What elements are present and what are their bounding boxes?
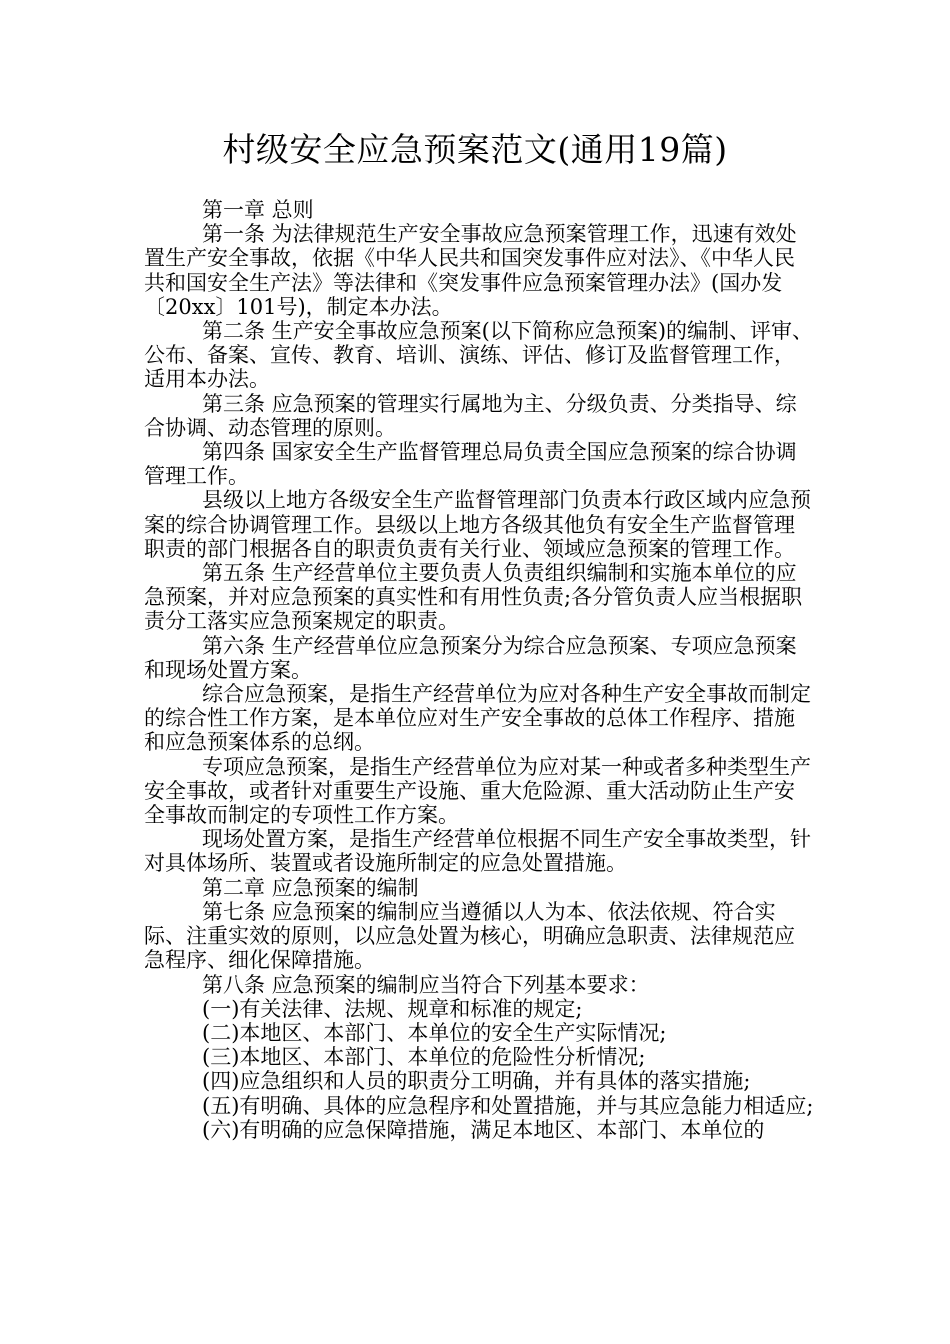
- list-item: (三)本地区、本部门、本单位的危险性分析情况;: [202, 1045, 646, 1070]
- paragraph: 第四条 国家安全生产监督管理总局负责全国应急预案的综合协调管理工作。: [144, 440, 797, 489]
- paragraph: 第五条 生产经营单位主要负责人负责组织编制和实施本单位的应急预案，并对应急预案的真实性和有用性负责;各分管负责人应当根据职责分工落实应急预案规定的职责。: [144, 561, 803, 634]
- list-item: (四)应急组织和人员的职责分工明确，并有具体的落实措施;: [202, 1069, 751, 1094]
- list-item: (五)有明确、具体的应急程序和处置措施，并与其应急能力相适应;: [202, 1093, 814, 1118]
- paragraph: 县级以上地方各级安全生产监督管理部门负责本行政区域内应急预案的综合协调管理工作。县级以上地方各级其他负有安全生产监督管理职责的部门根据各自的职责负责有关行业、领域应急预案的管理工作。: [144, 488, 811, 561]
- list-item: (一)有关法律、法规、规章和标准的规定;: [202, 996, 583, 1021]
- paragraph: 第六条 生产经营单位应急预案分为综合应急预案、专项应急预案和现场处置方案。: [144, 633, 797, 682]
- document-body: [144, 198, 814, 1142]
- document-title: 村级安全应急预案范文(通用19篇): [222, 130, 728, 169]
- list-item: (二)本地区、本部门、本单位的安全生产实际情况;: [202, 1020, 667, 1045]
- paragraph: 综合应急预案，是指生产经营单位为应对各种生产安全事故而制定的综合性工作方案，是本单位应对生产安全事故的总体工作程序、措施和应急预案体系的总纲。: [144, 682, 811, 755]
- paragraph: 第三条 应急预案的管理实行属地为主、分级负责、分类指导、综合协调、动态管理的原则。: [144, 391, 797, 440]
- paragraph: 第二条 生产安全事故应急预案(以下简称应急预案)的编制、评审、公布、备案、宣传、教育、培训、演练、评估、修订及监督管理工作，适用本办法。: [144, 319, 814, 392]
- paragraph: 专项应急预案，是指生产经营单位为应对某一种或者多种类型生产安全事故，或者针对重要生产设施、重大危险源、重大活动防止生产安全事故而制定的专项性工作方案。: [144, 754, 811, 828]
- chapter-heading: 第一章 总则: [202, 198, 314, 222]
- paragraph: 第七条 应急预案的编制应当遵循以人为本、依法依规、符合实际、注重实效的原则，以应急处置为核心，明确应急职责、法律规范应急程序、细化保障措施。: [144, 899, 795, 973]
- paragraph: 现场处置方案，是指生产经营单位根据不同生产安全事故类型，针对具体场所、装置或者设施所制定的应急处置措施。: [144, 827, 811, 876]
- list-item: (六)有明确的应急保障措施，满足本地区、本部门、本单位的: [202, 1117, 765, 1142]
- paragraph: 第八条 应急预案的编制应当符合下列基本要求：: [202, 972, 650, 997]
- chapter-heading: 第二章 应急预案的编制: [202, 875, 419, 900]
- paragraph: 第一条 为法律规范生产安全事故应急预案管理工作，迅速有效处置生产安全事故，依据《中华人民共和国突发事件应对法》、《中华人民共和国安全生产法》等法律和《突发事件应急预案管理办法》(国办发〔20xx〕101号)，制定本办法。: [144, 222, 797, 319]
